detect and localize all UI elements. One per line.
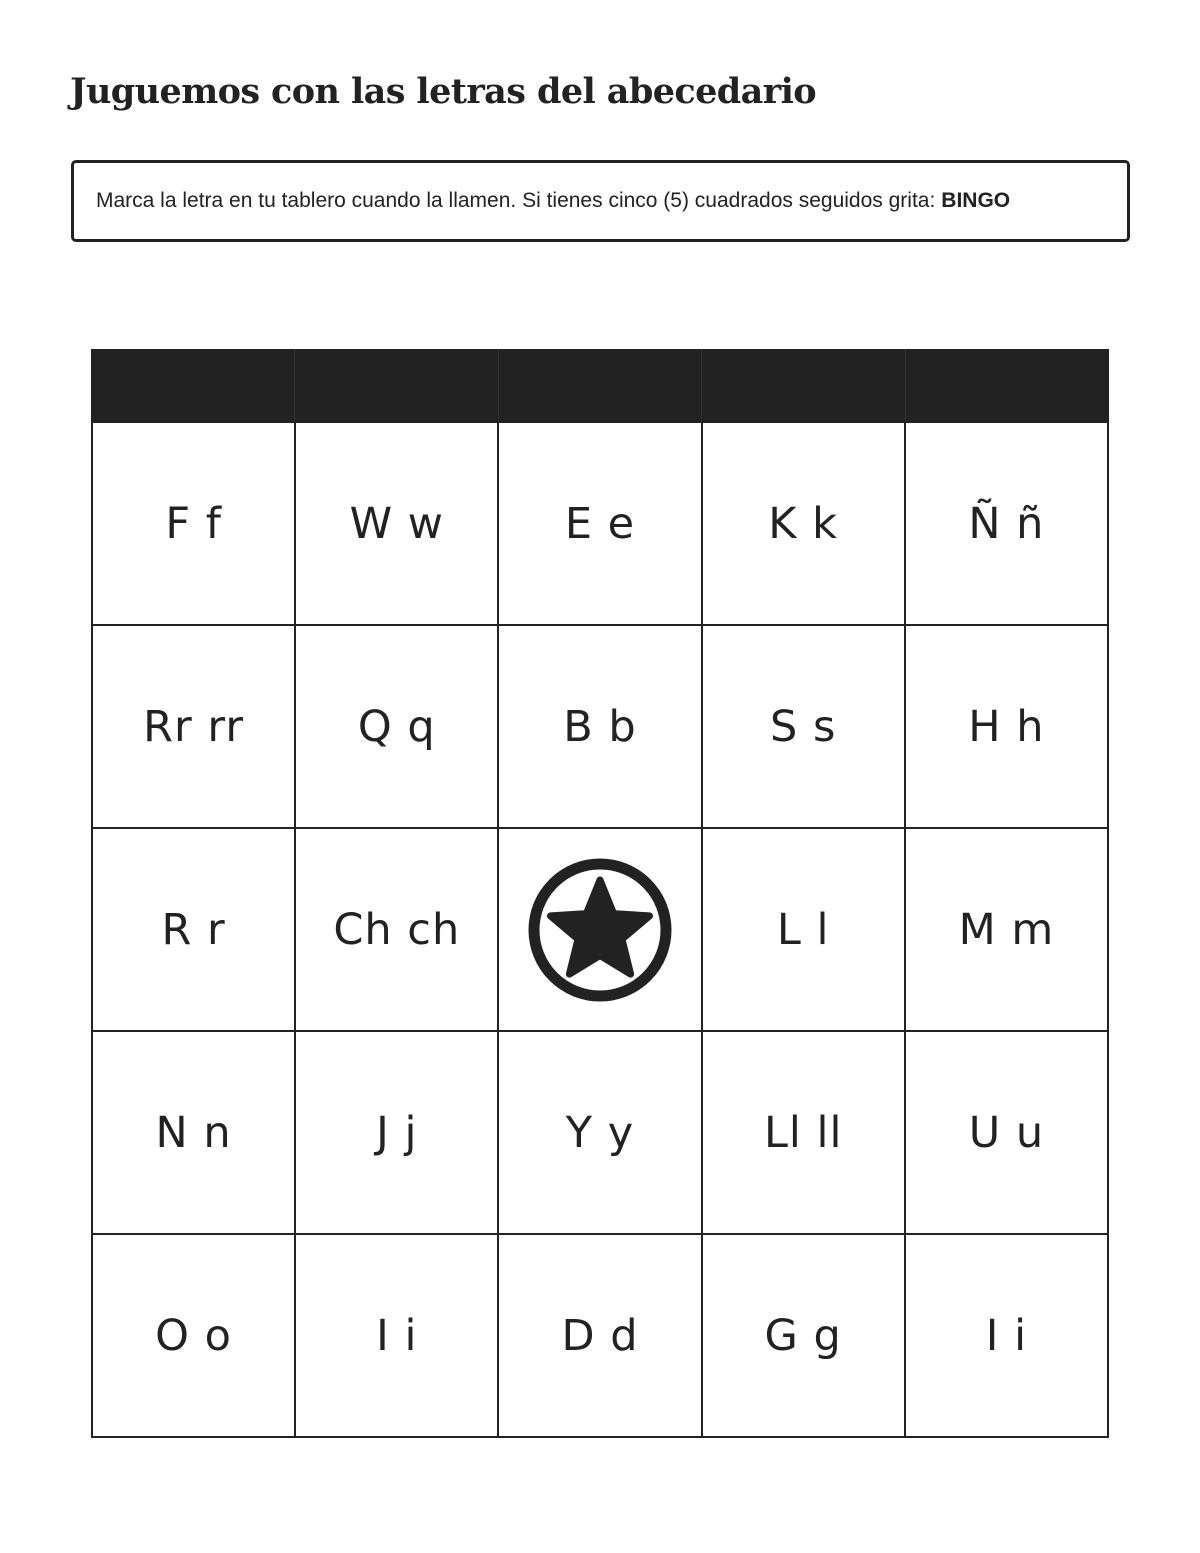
bingo-cell[interactable]: E e: [499, 423, 702, 626]
bingo-cell[interactable]: Q q: [296, 626, 499, 829]
header-column: [91, 349, 295, 421]
instructions-text: Marca la letra en tu tablero cuando la llamen. Si tienes cinco (5) cuadrados seguidos grita:: [96, 189, 936, 212]
bingo-cell[interactable]: Ch ch: [296, 829, 499, 1032]
instructions-box: [71, 160, 1130, 242]
bingo-cell[interactable]: Rr rr: [93, 626, 296, 829]
bingo-cell[interactable]: Ll ll: [703, 1032, 906, 1235]
board-header: [91, 349, 1109, 421]
bingo-cell[interactable]: Ñ ñ: [906, 423, 1109, 626]
bingo-cell[interactable]: O o: [93, 1235, 296, 1438]
bingo-cell[interactable]: U u: [906, 1032, 1109, 1235]
bingo-cell[interactable]: Y y: [499, 1032, 702, 1235]
bingo-cell[interactable]: I i: [296, 1235, 499, 1438]
instructions-emphasis: BINGO: [941, 189, 1011, 212]
star-circle-icon: [526, 856, 674, 1004]
header-column: [295, 349, 499, 421]
bingo-cell[interactable]: W w: [296, 423, 499, 626]
free-space-cell: [499, 829, 702, 1032]
bingo-cell[interactable]: J j: [296, 1032, 499, 1235]
bingo-cell[interactable]: K k: [703, 423, 906, 626]
bingo-cell[interactable]: D d: [499, 1235, 702, 1438]
bingo-cell[interactable]: M m: [906, 829, 1109, 1032]
bingo-cell[interactable]: G g: [703, 1235, 906, 1438]
bingo-grid: [91, 421, 1109, 1438]
bingo-cell[interactable]: B b: [499, 626, 702, 829]
header-column: [702, 349, 906, 421]
bingo-cell[interactable]: F f: [93, 423, 296, 626]
bingo-cell[interactable]: N n: [93, 1032, 296, 1235]
bingo-cell[interactable]: R r: [93, 829, 296, 1032]
header-column: [499, 349, 703, 421]
bingo-board: [91, 349, 1109, 1438]
bingo-cell[interactable]: I i: [906, 1235, 1109, 1438]
bingo-cell[interactable]: H h: [906, 626, 1109, 829]
bingo-cell[interactable]: S s: [703, 626, 906, 829]
header-column: [906, 349, 1109, 421]
bingo-cell[interactable]: L l: [703, 829, 906, 1032]
page-title: Juguemos con las letras del abecedario: [70, 71, 817, 112]
